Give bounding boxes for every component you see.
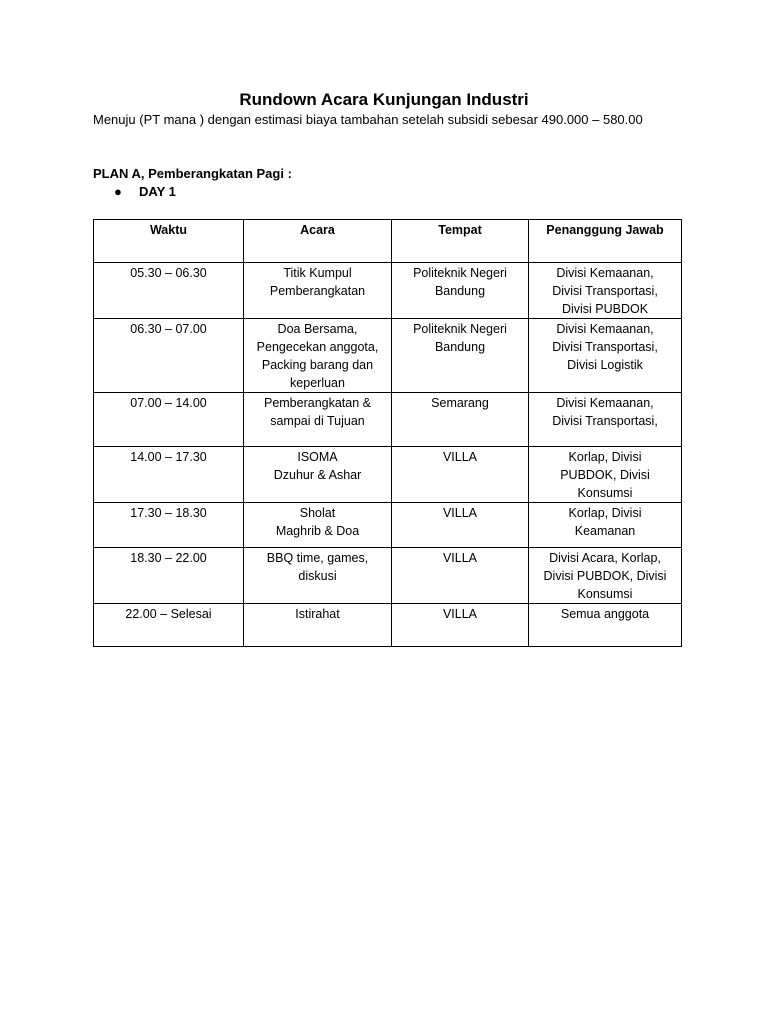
cell-tempat: Semarang: [392, 393, 529, 447]
cell-penanggung-jawab: Divisi Acara, Korlap, Divisi PUBDOK, Divisi Konsumsi: [529, 548, 682, 604]
table-row: [94, 393, 682, 447]
day-label: DAY 1: [139, 184, 176, 199]
intro-paragraph: Menuju (PT mana ) dengan estimasi biaya tambahan setelah subsidi sebesar 490.000 – 580.00: [93, 112, 643, 127]
table-row: [94, 319, 682, 393]
table-header-row: [94, 220, 682, 263]
cell-waktu: 07.00 – 14.00: [94, 393, 244, 447]
cell-penanggung-jawab: Divisi Kemaanan, Divisi Transportasi,: [529, 393, 682, 447]
cell-penanggung-jawab: Divisi Kemaanan, Divisi Transportasi, Divisi PUBDOK: [529, 263, 682, 319]
table-row: [94, 604, 682, 647]
cell-penanggung-jawab: Korlap, Divisi PUBDOK, Divisi Konsumsi: [529, 447, 682, 503]
document-title: Rundown Acara Kunjungan Industri: [239, 90, 529, 109]
cell-waktu: 14.00 – 17.30: [94, 447, 244, 503]
header-waktu: Waktu: [94, 220, 244, 263]
day-bullet-item: [114, 183, 176, 201]
cell-tempat: Politeknik Negeri Bandung: [392, 319, 529, 393]
cell-penanggung-jawab: Semua anggota: [529, 604, 682, 647]
cell-waktu: 17.30 – 18.30: [94, 503, 244, 548]
cell-waktu: 18.30 – 22.00: [94, 548, 244, 604]
cell-penanggung-jawab: Korlap, Divisi Keamanan: [529, 503, 682, 548]
cell-acara: Sholat Maghrib & Doa: [244, 503, 392, 548]
cell-acara: Pemberangkatan & sampai di Tujuan: [244, 393, 392, 447]
cell-tempat: Politeknik Negeri Bandung: [392, 263, 529, 319]
header-penanggung-jawab: Penanggung Jawab: [529, 220, 682, 263]
bullet-icon: ●: [114, 184, 122, 199]
cell-tempat: VILLA: [392, 447, 529, 503]
cell-waktu: 05.30 – 06.30: [94, 263, 244, 319]
rundown-table: [93, 219, 682, 647]
table-row: [94, 447, 682, 503]
cell-tempat: VILLA: [392, 503, 529, 548]
cell-penanggung-jawab: Divisi Kemaanan, Divisi Transportasi, Divisi Logistik: [529, 319, 682, 393]
cell-tempat: VILLA: [392, 548, 529, 604]
cell-acara: Istirahat: [244, 604, 392, 647]
cell-acara: Titik Kumpul Pemberangkatan: [244, 263, 392, 319]
cell-acara: Doa Bersama, Pengecekan anggota, Packing barang dan keperluan: [244, 319, 392, 393]
cell-acara: BBQ time, games, diskusi: [244, 548, 392, 604]
cell-tempat: VILLA: [392, 604, 529, 647]
table-row: [94, 548, 682, 604]
header-tempat: Tempat: [392, 220, 529, 263]
cell-waktu: 22.00 – Selesai: [94, 604, 244, 647]
cell-waktu: 06.30 – 07.00: [94, 319, 244, 393]
plan-heading: PLAN A, Pemberangkatan Pagi :: [93, 166, 292, 181]
table-row: [94, 263, 682, 319]
cell-acara: ISOMA Dzuhur & Ashar: [244, 447, 392, 503]
table-row: [94, 503, 682, 548]
header-acara: Acara: [244, 220, 392, 263]
